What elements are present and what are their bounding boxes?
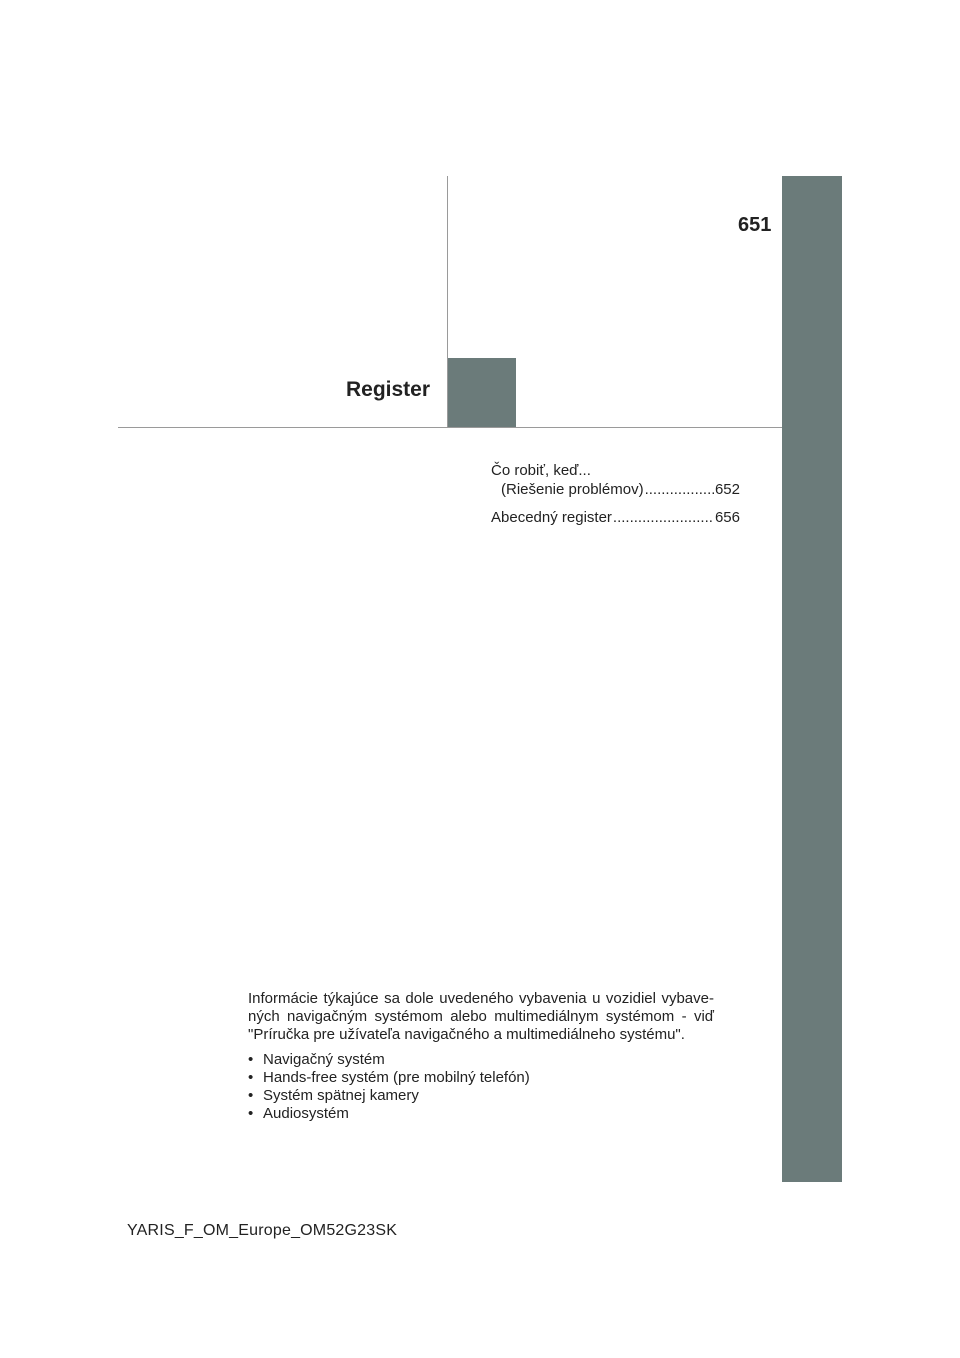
list-item [248,1087,714,1105]
toc-entry-line [491,480,740,499]
toc-entry-troubleshooting[interactable] [491,461,740,499]
toc-entry-subtitle: (Riešenie problémov) [501,481,644,498]
toc-leader-dots [645,480,714,499]
toc-entry-title: Abecedný register [491,509,612,526]
toc-entry-line [491,461,740,480]
info-box [248,990,714,1123]
table-of-contents [491,461,740,536]
list-item-text: Audiosystém [263,1105,349,1122]
document-code: YARIS_F_OM_Europe_OM52G23SK [127,1222,398,1239]
chapter-side-tab [782,176,842,1182]
toc-entry-page: 656 [714,509,740,526]
toc-entry-line [491,508,740,527]
info-list [248,1051,714,1123]
toc-entry-page: 652 [714,481,740,498]
list-item [248,1069,714,1087]
toc-entry-title: Čo robiť, keď... [491,462,591,479]
section-marker-square [448,358,516,427]
bullet-icon: • [248,1105,254,1122]
toc-entry-alphabetical-index[interactable] [491,508,740,527]
list-item-text: Navigačný systém [263,1051,385,1068]
bullet-icon: • [248,1051,254,1068]
list-item-text: Systém spätnej kamery [263,1087,419,1104]
list-item [248,1105,714,1123]
toc-leader-dots [613,508,714,527]
bullet-icon: • [248,1087,254,1104]
section-title: Register [345,378,430,401]
list-item [248,1051,714,1069]
info-paragraph: Informácie týkajúce sa dole uvedeného vybavenia u vozidiel vybavených navigačným systémom alebo multimediálnym systémom - viď "Príručka pre užívateľa navigačného a multimediálneho systému". [248,990,714,1043]
bullet-icon: • [248,1069,254,1086]
list-item-text: Hands-free systém (pre mobilný telefón) [263,1069,530,1086]
page-number: 651 [738,214,772,236]
header-horizontal-rule [118,427,782,428]
